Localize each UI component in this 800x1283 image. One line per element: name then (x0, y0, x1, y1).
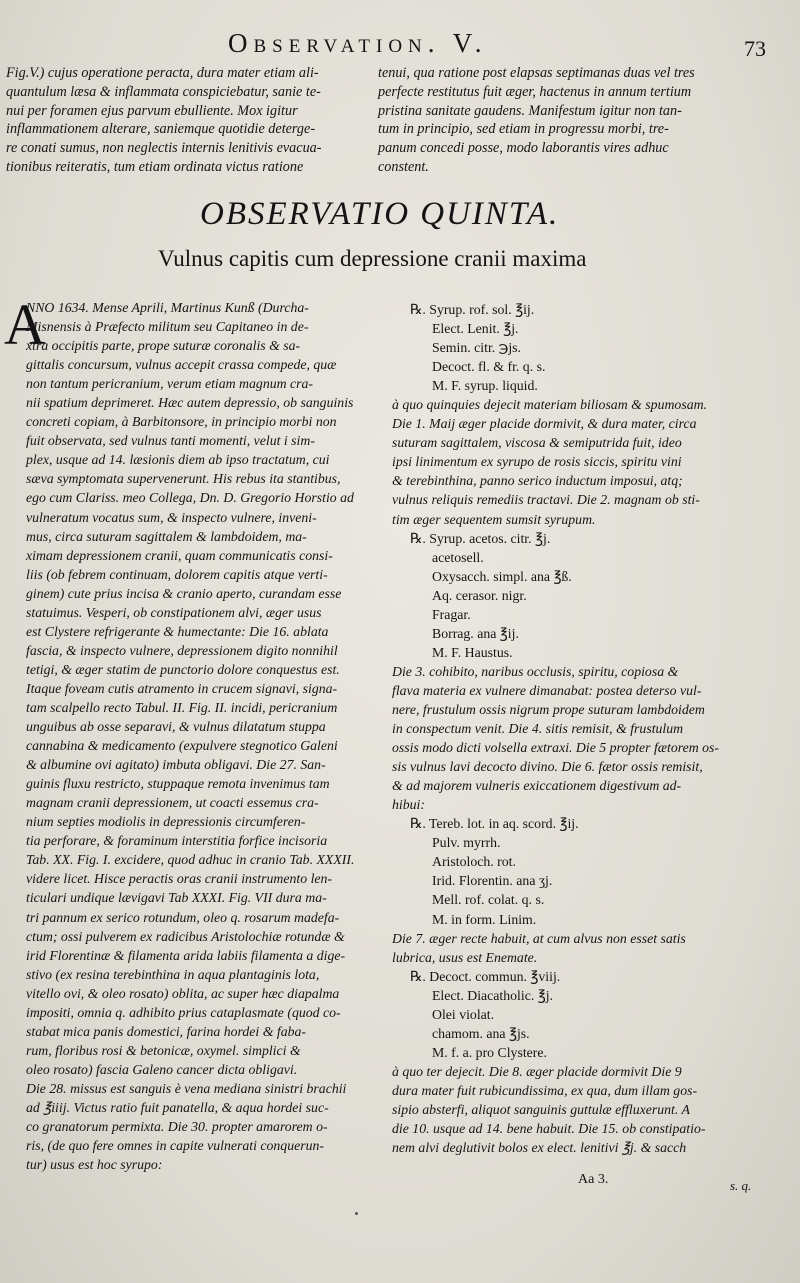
text-line: co granatorum permixta. Die 30. propter amarorem o- (26, 1119, 328, 1135)
text-line: à quo ter dejecit. Die 8. æger placide dormivit Die 9 (392, 1063, 682, 1079)
text-line: ginem) cute prius incisa & cranio aperto, curandam esse (26, 585, 342, 601)
text-line: mus, circa suturam sagittalem & lambdoidem, ma- (26, 528, 307, 544)
main-left-column (26, 298, 398, 1174)
text-line: non tantum pericranium, verum etiam magnum cra- (26, 376, 314, 392)
text-line: NNO 1634. Mense Aprili, Martinus Kunß (Durcha- (26, 300, 309, 315)
text-line: ximam depressionem cranii, quam communicatis consi- (26, 547, 333, 563)
text-line: hibui: (392, 797, 425, 813)
text-line: suturam sagittalem, viscosa & semiputrida fuit, ideo (392, 435, 682, 451)
text-line: tionibus reiteratis, tum etiam ordinata victus ratione (6, 158, 304, 175)
text-line: panum concedi posse, modo laborantis vires adhuc (378, 140, 669, 157)
text-line: concreti copiam, à Barbitonsore, in principio morbi non (26, 414, 337, 430)
text-line: perfecte restitutus fuit æger, hactenus in annum tertium (378, 83, 692, 100)
text-line: & terebinthina, panno serico inductum imposui, atq; (392, 473, 683, 489)
page-number: 73 (744, 36, 766, 61)
prescription-line: Pulv. myrrh. (432, 835, 501, 851)
prescription-line: acetosell. (432, 549, 484, 565)
main-right-column (392, 300, 778, 1157)
text-line: Misnensis à Præfecto militum seu Capitaneo in de- (26, 319, 309, 335)
text-line: die 10. usque ad 14. bene habuit. Die 15. ob constipatio- (392, 1121, 706, 1137)
text-line: sis vulnus lavi decocto divino. Die 6. fætor ossis remisit, (392, 759, 703, 775)
prescription-line: Semin. citr. ℈js. (432, 340, 521, 356)
text-line: ris, (de quo fere omnes in capite vulnerati conquerun- (26, 1138, 324, 1154)
text-line: sæva symptomata supervenerunt. His rebus ita stantibus, (26, 471, 341, 487)
prescription-line: M. in form. Linim. (432, 911, 537, 927)
prescription-line: Aq. cerasor. nigr. (432, 587, 527, 603)
running-title: Observation. V. (228, 28, 488, 58)
text-line: Itaque foveam cutis atramento in crucem signavi, signa- (26, 680, 338, 696)
text-line: Die 7. æger recte habuit, at cum alvus non esset satis (392, 930, 686, 946)
text-line: nii spatium deprimeret. Hæc autem depressio, ob sanguinis (26, 395, 354, 411)
prescription-line: Aristoloch. rot. (432, 854, 516, 870)
text-line: plex, usque ad 14. læsionis diem ab ipso tractatum, cui (26, 452, 330, 468)
prescription-line: Elect. Diacatholic. ℥j. (432, 987, 553, 1003)
prescription-line: chamom. ana ℥js. (432, 1025, 530, 1041)
text-line: est Clystere refrigerante & humectante: Die 16. ablata (26, 623, 329, 639)
text-line: inflammationem alterare, saniemque quotidie deterge- (6, 121, 316, 138)
prescription-line: Oxysacch. simpl. ana ℥ß. (432, 568, 572, 584)
ink-speck (355, 1212, 358, 1215)
text-line: & albumine ovi agitato) imbuta obligavi. Die 27. San- (26, 757, 326, 773)
text-line: & ad majorem vulneris exiccationem digestivum ad- (392, 778, 682, 794)
text-line: tam scalpello recto Tabul. II. Fig. II. incidi, pericranium (26, 699, 338, 715)
text-line: xtra occipitis parte, prope suturæ coronalis & sa- (26, 338, 301, 354)
text-line: Die 28. missus est sanguis è vena mediana sinistri brachii (26, 1080, 347, 1096)
text-line: in conspectum venit. Die 4. sitis remisit, & frustulum (392, 721, 684, 737)
text-line: nui per foramen ejus parvum ebulliente. Mox igitur (6, 102, 298, 119)
text-line: tur) usus est hoc syrupo: (26, 1157, 163, 1173)
text-line: ctum; ossi pulverem ex radicibus Aristolochiæ rotundæ & (26, 928, 345, 944)
prescription-line: M. F. syrup. liquid. (432, 378, 538, 394)
text-line: nium septies modiolis in depressionis circumferen- (26, 814, 306, 830)
text-line: Tab. XX. Fig. I. excidere, quod adhuc in cranio Tab. XXXII. (26, 852, 355, 868)
text-line: stivo (ex resina terebinthina in aqua plantaginis lota, (26, 966, 320, 982)
prescription-line: ℞. Syrup. acetos. citr. ℥j. (410, 530, 551, 546)
paragraph-block (392, 395, 778, 528)
text-line: vulnus reliquis remediis tractavi. Die 2. magnam ob sti- (392, 492, 700, 508)
text-line: fascia, & inspecto vulnere, depressionem digito nonnihil (26, 642, 338, 658)
text-line: ego cum Clariss. meo Collega, Dn. D. Gregorio Horstio ad (26, 490, 354, 506)
text-line: ipsi linimentum ex syrupo de rosis siccis, spiritu vini (392, 454, 682, 470)
text-line: à quo quinquies dejecit materiam biliosam & spumosam. (392, 397, 708, 413)
text-line: dura mater fuit rubicundissima, ex qua, dum illam gos- (392, 1082, 698, 1098)
text-line: liis (ob febrem continuam, dolorem capitis atque verti- (26, 566, 328, 582)
text-line: vulneratum vocatus sum, & inspecto vulnere, inveni- (26, 509, 317, 525)
paragraph-block (392, 1062, 778, 1157)
catchword: s. q. (730, 1178, 752, 1193)
text-line: impositi, omnia q. adhibito prius cataplasmate (quod co- (26, 1004, 341, 1020)
text-line: unguibus ab osse separavi, & vulnus dilatatum stuppa (26, 719, 326, 735)
text-line: Fig.V.) cujus operatione peracta, dura mater etiam ali- (6, 65, 319, 81)
top-left-column (6, 64, 374, 177)
text-line: stabat mica panis domestici, farina hordei & faba- (26, 1023, 307, 1039)
text-line: tetigi, & æger statim de punctorio dolore conquestus est. (26, 661, 340, 677)
prescription-block (392, 300, 778, 395)
prescription-line: ℞. Tereb. lot. in aq. scord. ℥ij. (410, 816, 579, 832)
text-line: constent. (378, 158, 429, 175)
drop-cap-initial: A (4, 292, 46, 357)
text-line: gittalis concursum, vulnus accepit crassa compede, quæ (26, 357, 337, 373)
text-line: lubrica, usus est Enemate. (392, 949, 538, 965)
prescription-line: M. F. Haustus. (432, 644, 513, 660)
text-line: tum in principio, sed etiam in progressu morbi, tre- (378, 121, 669, 138)
prescription-block (392, 529, 778, 662)
text-line: cannabina & medicamento (expulvere stegnotico Galeni (26, 738, 338, 754)
text-line: fuit observata, sed vulnus tanti momenti, velut i sim- (26, 433, 315, 449)
text-line: ad ℥iiij. Victus ratio fuit panatella, & aqua hordei suc- (26, 1099, 329, 1115)
text-line: flava materia ex vulnere dimanabat: postea deterso vul- (392, 682, 702, 698)
text-line: statuimus. Vesperi, ob constipationem alvi, æger usus (26, 604, 322, 620)
prescription-line: Fragar. (432, 606, 471, 622)
paragraph-block (392, 929, 778, 967)
prescription-line: Olei violat. (432, 1006, 495, 1022)
text-line: guinis fluxu restricto, stuppaque remota invenimus tam (26, 776, 330, 792)
text-line: sipio absterfi, aliquot sanguinis guttulæ effluxerunt. A (392, 1101, 690, 1117)
text-line: re conati sumus, non neglectis internis lenitivis evacua- (6, 140, 322, 157)
prescription-line: Mell. rof. colat. q. s. (432, 892, 545, 908)
prescription-block (392, 814, 778, 928)
text-line: nere, frustulum ossis nigrum prope suturam lambdoidem (392, 701, 705, 717)
text-line: ossis modo dicti volsella extraxi. Die 5 propter fætorem os- (392, 740, 720, 756)
text-line: nem alvi deglutivit bolos ex elect. lenitivi ℥j. & sacch (392, 1140, 687, 1156)
text-line: Die 1. Maij æger placide dormivit, & dura mater, circa (392, 416, 697, 432)
text-line: rum, floribus rosi & betonicæ, oxymel. simplici & (26, 1042, 301, 1058)
prescription-block (392, 967, 778, 1062)
prescription-line: M. f. a. pro Clystere. (432, 1044, 547, 1060)
text-line: irid Florentinæ & filamenta arida labiis filamenta a dige- (26, 947, 346, 963)
text-line: videre licet. Hisce peractis oras cranii instrumento len- (26, 871, 333, 887)
text-line: quantulum læsa & inflammata conspiciebatur, sanie te- (6, 83, 321, 100)
page-header (0, 28, 800, 62)
observation-subtitle: Vulnus capitis cum depressione cranii maxima (158, 246, 587, 271)
text-line: vitello ovi, & oleo rosato) oblita, ac super hæc diapalma (26, 985, 340, 1001)
prescription-line: Elect. Lenit. ℥j. (432, 321, 519, 337)
prescription-line: Decoct. fl. & fr. q. s. (432, 359, 546, 375)
text-line: pristina sanitate gaudens. Manifestum igitur non tan- (378, 102, 682, 119)
text-line: magnam cranii depressionem, ut coacti essemus cra- (26, 795, 319, 811)
paragraph-block (392, 662, 778, 814)
prescription-line: Borrag. ana ℥ij. (432, 625, 519, 641)
text-line: oleo rosato) fascia Galeno cancer dicta obligavi. (26, 1061, 298, 1077)
signature-mark: Aa 3. (578, 1172, 609, 1187)
text-line: tia perforare, & foraminum interstitia forfice incisoria (26, 833, 328, 849)
observation-title: OBSERVATIO QUINTA. (200, 196, 560, 232)
text-line: tim æger sequentem sumsit syrupum. (392, 511, 596, 527)
prescription-line: ℞. Decoct. commun. ℥viij. (410, 968, 561, 984)
prescription-line: ℞. Syrup. rof. sol. ℥ij. (410, 302, 535, 317)
prescription-line: Irid. Florentin. ana ʒj. (432, 873, 553, 889)
text-line: tenui, qua ratione post elapsas septimanas duas vel tres (378, 65, 695, 81)
text-line: ticulari undique lævigavi Tab XXXI. Fig. VII dura ma- (26, 890, 327, 906)
text-line: tri pannum ex serico rotundum, oleo q. rosarum madefa- (26, 909, 340, 925)
text-line: Die 3. cohibito, naribus occlusis, spiritu, copiosa & (392, 663, 679, 679)
top-right-column (378, 64, 782, 177)
